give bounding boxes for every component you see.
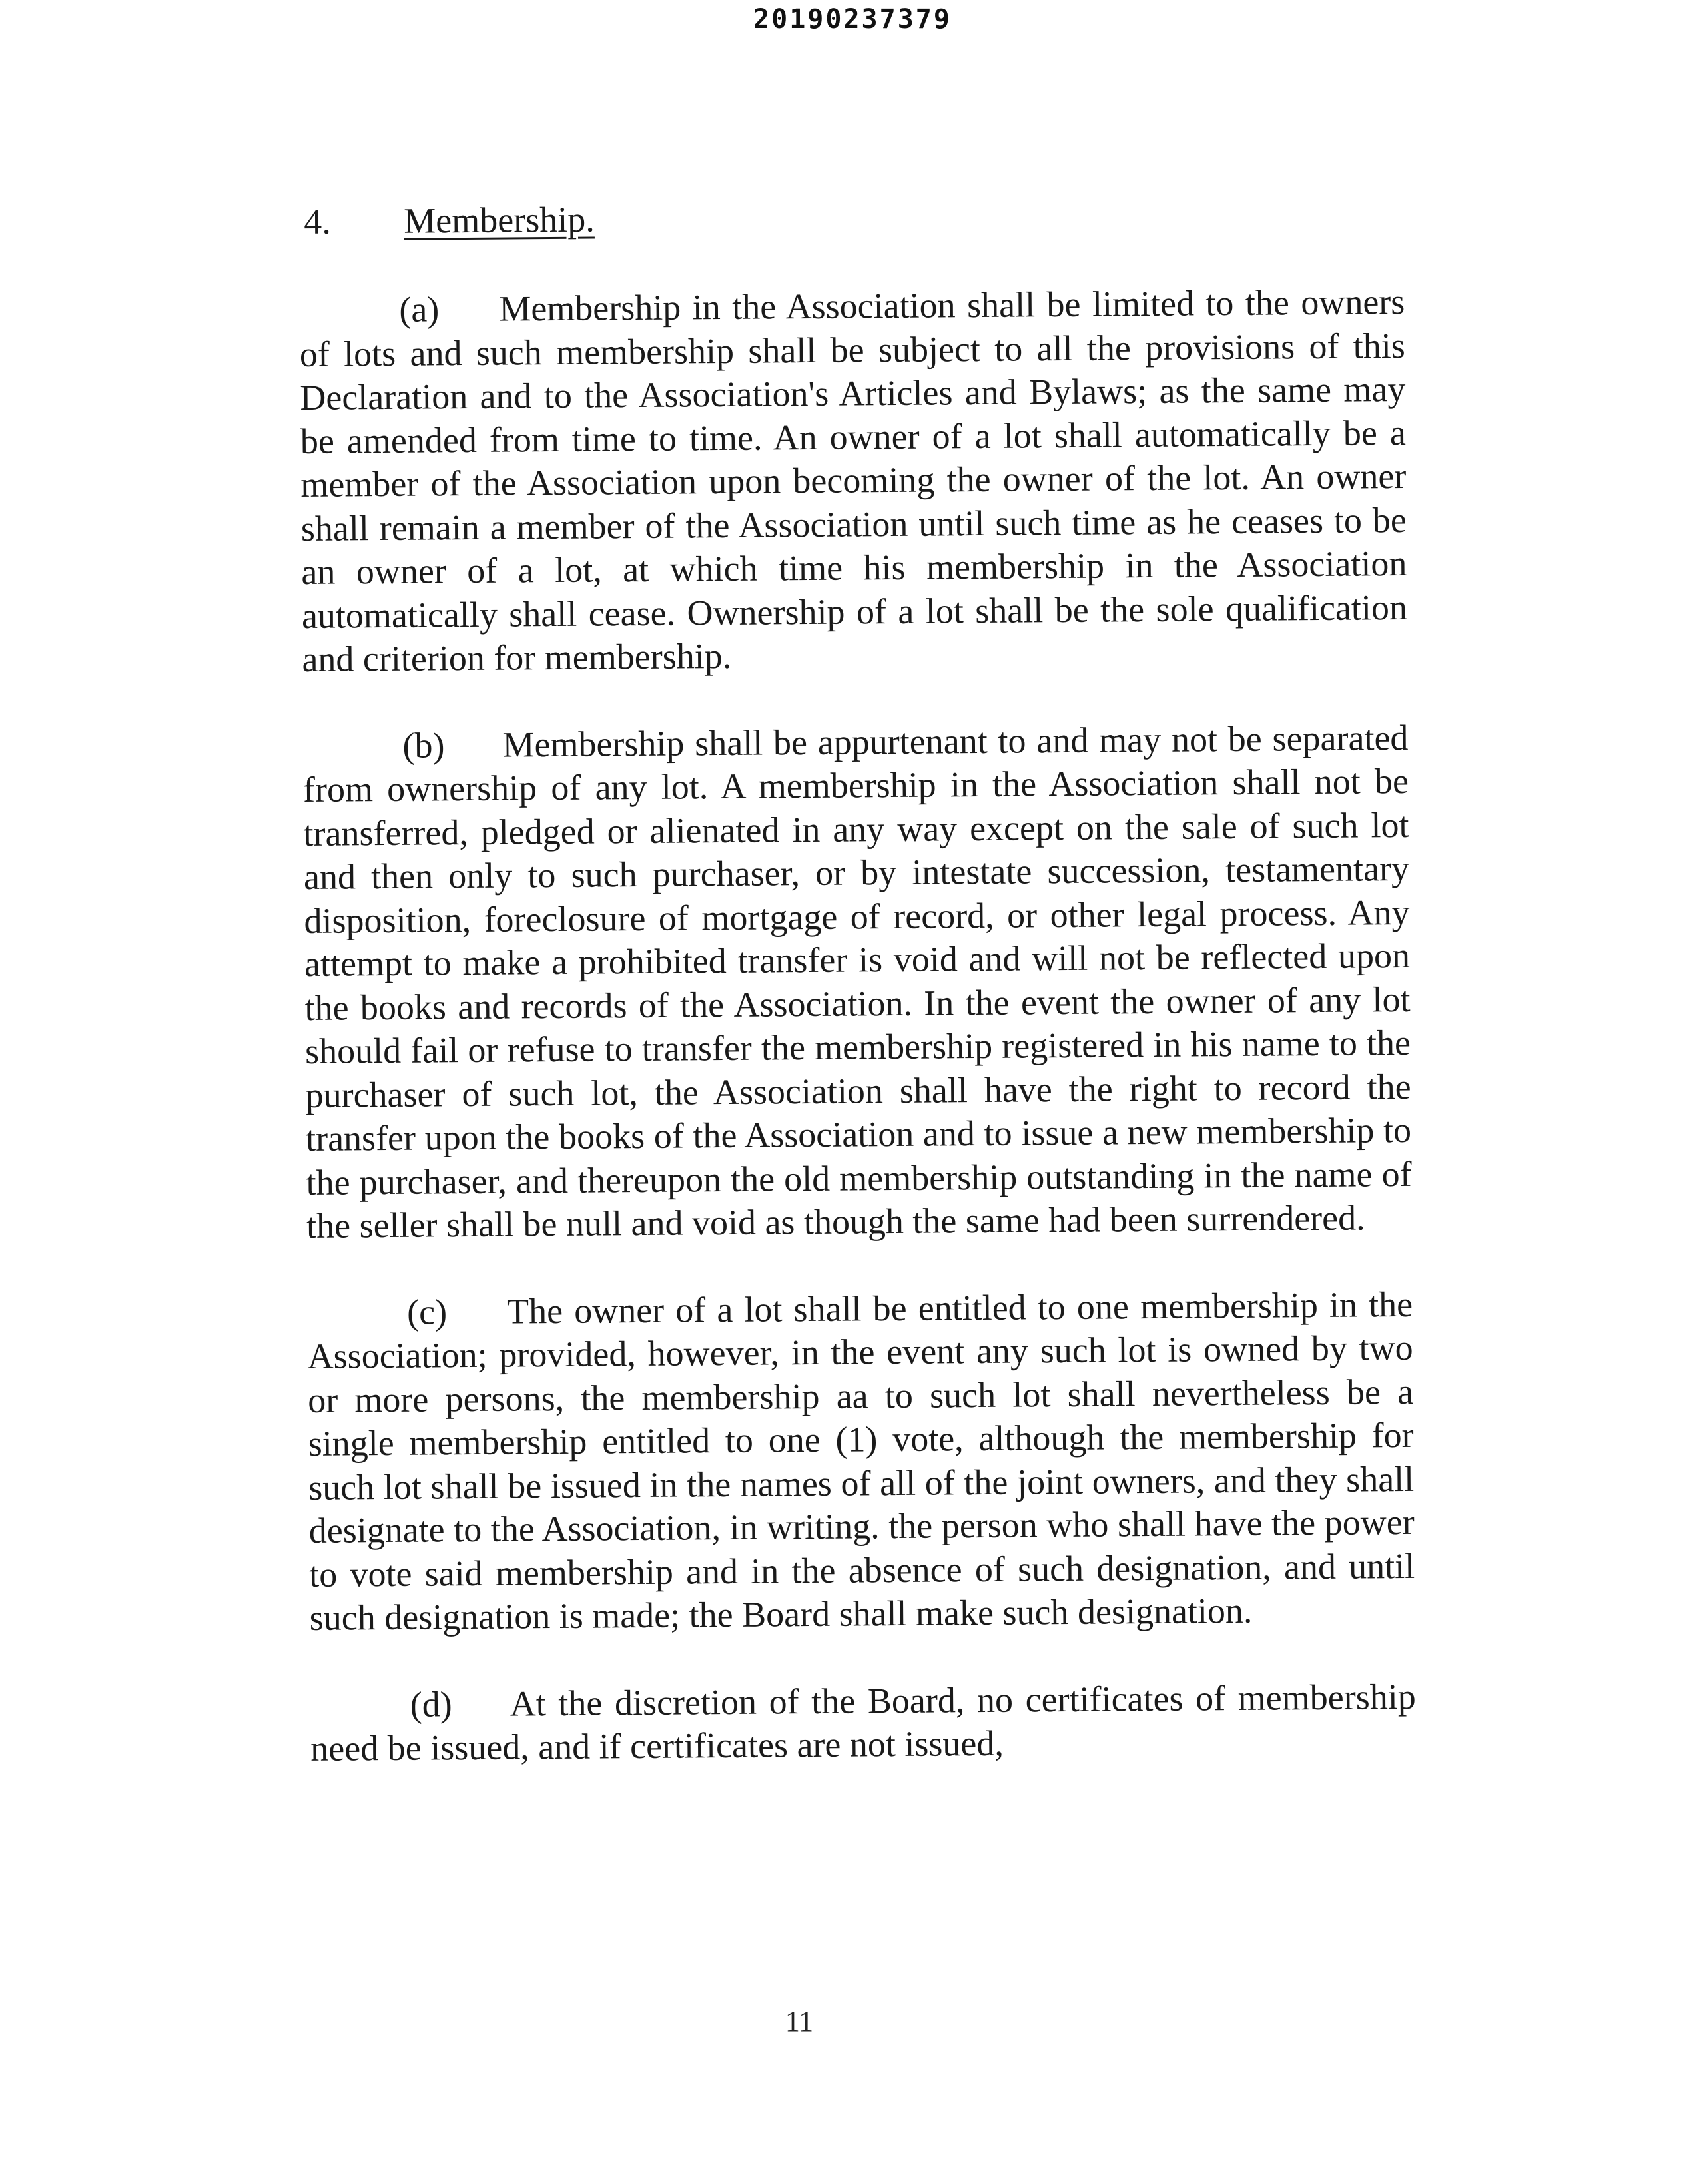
document-body [298,190,1417,1814]
paragraph-text: At the discretion of the Board, no certificates of membership need be issued, and if certificates are not issued, [310,1676,1416,1769]
document-number: 20190237379 [753,4,952,35]
paragraph-label: (a) [399,289,440,330]
page-number: 11 [785,2005,814,2038]
paragraph-label: (d) [410,1683,452,1725]
paragraph-label: (c) [406,1291,448,1332]
paragraph-b [302,716,1412,1248]
paragraph-text: Membership in the Association shall be limited to the owners of lots and such membership shall be subject to all the provisions of this Declaration and to the Association's Articles and Bylaws; as the same may be amended from time to time. An owner of a lot shall automatically be a member of the Association upon becoming the owner of the lot. An owner shall remain a member of the Association until such time as he ceases to be an owner of a lot, at which time his membership in the Association automatically shall cease. Ownership of a lot shall be the sole qualification and criterion for membership. [299,281,1408,679]
paragraph-d [310,1675,1417,1771]
section-heading [304,190,1404,245]
paragraph-a [299,280,1408,682]
paragraph-label: (b) [402,724,445,766]
paragraph-text: The owner of a lot shall be entitled to one membership in the Association; provided, however, in the event any such lot is owned by two or more persons, the membership aa to such lot shall nevertheless be a single membership entitled to one (1) vote, although the membership for such lot shall be issued in the names of all of the joint owners, and they shall designate to the Association, in writing. the person who shall have the power to vote said membership and in the absence of such designation, and until such designation is made; the Board shall make such designation. [307,1284,1415,1638]
paragraph-text: Membership shall be appurtenant to and may not be separated from ownership of any lot. A membership in the Association shall not be transferred, pledged or alienated in any way except on the sale of such lot and then only to such purchaser, or by intestate succession, testamentary disposition, foreclosure of mortgage of record, or other legal process. Any attempt to make a prohibited transfer is void and will not be reflected upon the books and records of the Association. In the event the owner of any lot should fail or refuse to transfer the membership registered in his name to the purchaser of such lot, the Association shall have the right to record the transfer upon the books of the Association and to issue a new membership to the purchaser, and thereupon the old membership outstanding in the name of the seller shall be null and void as though the same had been surrendered. [302,717,1412,1246]
paragraph-c [307,1282,1415,1640]
section-number: 4. [304,201,332,242]
section-title: Membership. [404,199,595,241]
